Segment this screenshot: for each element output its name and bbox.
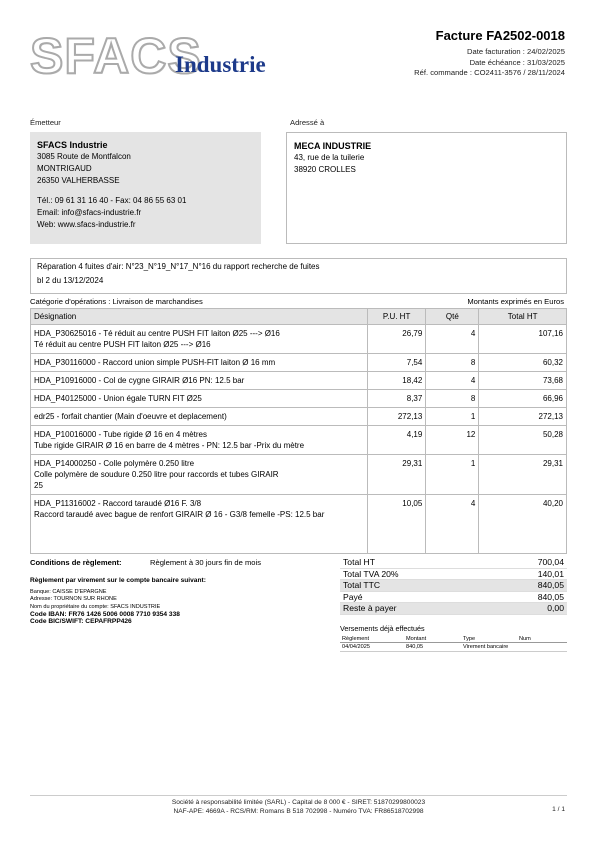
col-payment-date: Règlement	[340, 635, 404, 643]
item-unit-price: 26,79	[367, 325, 425, 354]
item-quantity: 8	[426, 390, 479, 408]
emitter-label: Émetteur	[30, 118, 61, 127]
col-unit-price: P.U. HT	[367, 309, 425, 325]
item-description-extra: 25	[34, 481, 43, 490]
footer-line: NAF-APE: 4669A - RCS/RM: Romans B 518 702998 - Numéro TVA: FR86518702998	[173, 808, 424, 815]
recipient-address-line: 43, rue de la tuilerie	[294, 153, 365, 162]
item-unit-price: 8,37	[367, 390, 425, 408]
emitter-address-line: 3085 Route de Montfalcon	[37, 152, 131, 161]
legal-footer	[30, 798, 567, 816]
currency-note: Montants exprimés en Euros	[467, 297, 564, 306]
payment-date: 04/04/2025	[340, 643, 404, 652]
emitter-block	[30, 132, 261, 244]
item-description: Té réduit au centre PUSH FIT laiton Ø25 ---> Ø16	[34, 340, 211, 349]
payments-table	[340, 635, 567, 652]
total-label: Total TTC	[340, 580, 489, 592]
table-row	[31, 390, 567, 408]
item-designation: HDA_P14000250 - Colle polymère 0.250 litre	[34, 459, 195, 468]
item-designation: HDA_P10016000 - Tube rigide Ø 16 en 4 mètres	[34, 430, 207, 439]
invoice-due-date: Date échéance : 31/03/2025	[469, 57, 565, 67]
emitter-name: SFACS Industrie	[37, 140, 108, 150]
conditions-value: Règlement à 30 jours fin de mois	[150, 558, 262, 567]
total-value: 700,04	[489, 557, 567, 568]
total-label: Reste à payer	[340, 603, 489, 615]
item-quantity: 4	[426, 372, 479, 390]
item-unit-price: 7,54	[367, 354, 425, 372]
item-designation: HDA_P10916000 - Col de cygne GIRAIR Ø16 PN: 12.5 bar	[34, 376, 245, 385]
invoice-date: Date facturation : 24/02/2025	[467, 47, 565, 56]
recipient-block	[286, 132, 567, 244]
item-total: 73,68	[479, 372, 567, 390]
col-quantity: Qté	[426, 309, 479, 325]
table-row	[31, 325, 567, 354]
totals-table	[340, 557, 567, 615]
item-quantity: 4	[426, 325, 479, 354]
bank-details	[30, 589, 180, 625]
item-quantity: 8	[426, 354, 479, 372]
invoice-title: Facture FA2502-0018	[435, 28, 565, 43]
total-row	[340, 557, 567, 568]
page-number: 1 / 1	[552, 806, 565, 813]
bank-transfer-title: Règlement par virement sur le compte bancaire suivant:	[30, 577, 206, 584]
table-row	[31, 354, 567, 372]
category-line	[30, 297, 567, 306]
emitter-email: Email: info@sfacs-industrie.fr	[37, 208, 142, 217]
item-description: Colle polymère de soudure 0.250 litre pour raccords et tubes GIRAIR	[34, 470, 279, 479]
item-unit-price: 10,05	[367, 495, 425, 554]
conditions-label: Conditions de règlement:	[30, 558, 122, 567]
total-row	[340, 568, 567, 580]
item-unit-price: 272,13	[367, 408, 425, 426]
item-description: Raccord taraudé avec bague de renfort GIRAIR Ø 16 - G3/8 femelle -PS: 12.5 bar	[34, 510, 325, 519]
item-unit-price: 29,31	[367, 455, 425, 495]
bank-owner: Nom du propriétaire du compte: SFACS INDUSTRIE	[30, 603, 161, 610]
payment-row	[340, 643, 567, 652]
recipient-label: Adressé à	[290, 118, 325, 127]
logo-suffix: Industrie	[175, 52, 266, 77]
item-total: 29,31	[479, 455, 567, 495]
col-payment-num: Num	[517, 635, 567, 643]
footer-line: Société à responsabilité limitée (SARL) - Capital de 8 000 € - SIRET: 51870299800023	[171, 799, 426, 806]
items-table	[30, 308, 567, 554]
col-total: Total HT	[479, 309, 567, 325]
invoice-order-ref: Réf. commande : CO2411-3576 / 28/11/2024	[414, 68, 565, 77]
total-value: 0,00	[489, 603, 567, 615]
item-description: Tube rigide GIRAIR Ø 16 en barre de 4 mètres - PN: 12.5 bar -Prix du mètre	[34, 441, 305, 450]
total-label: Payé	[340, 591, 489, 603]
bank-iban: Code IBAN: FR76 1426 5006 0008 7710 9354 338	[30, 610, 180, 618]
total-row	[340, 591, 567, 603]
total-value: 140,01	[489, 568, 567, 580]
item-designation: HDA_P11316002 - Raccord taraudé Ø16 F. 3/8	[34, 499, 202, 508]
item-quantity: 1	[426, 455, 479, 495]
col-payment-type: Type	[461, 635, 517, 643]
payments-header-row	[340, 635, 567, 643]
bank-address: Adresse: TOURNON SUR RHONE	[30, 596, 117, 603]
item-total: 40,20	[479, 495, 567, 554]
object-line: Réparation 4 fuites d'air: N°23_N°19_N°17_N°16 du rapport recherche de fuites	[37, 262, 320, 271]
item-designation: HDA_P40125000 - Union égale TURN FIT Ø25	[34, 394, 202, 403]
emitter-web: Web: www.sfacs-industrie.fr	[37, 220, 136, 229]
payment-amount: 840,05	[404, 643, 461, 652]
recipient-address-line: 38920 CROLLES	[294, 165, 356, 174]
object-line: bl 2 du 13/12/2024	[37, 276, 104, 285]
item-unit-price: 18,42	[367, 372, 425, 390]
total-row	[340, 580, 567, 592]
company-logo	[30, 30, 290, 86]
payment-num	[517, 643, 567, 652]
table-row	[31, 426, 567, 455]
table-row	[31, 372, 567, 390]
operation-category: Catégorie d'opérations : Livraison de marchandises	[30, 297, 203, 306]
item-total: 60,32	[479, 354, 567, 372]
bank-name: Banque: CAISSE D'EPARGNE	[30, 589, 107, 595]
payment-conditions	[30, 558, 330, 567]
total-value: 840,05	[489, 591, 567, 603]
invoice-object	[30, 258, 567, 294]
item-total: 50,28	[479, 426, 567, 455]
invoice-meta	[414, 47, 565, 79]
item-unit-price: 4,19	[367, 426, 425, 455]
emitter-phone: Tél.: 09 61 31 16 40 - Fax: 04 86 55 63 01	[37, 196, 187, 205]
col-payment-amount: Montant	[404, 635, 461, 643]
recipient-name: MECA INDUSTRIE	[294, 141, 372, 151]
logo-brand: SFACS	[30, 28, 202, 84]
item-total: 107,16	[479, 325, 567, 354]
item-quantity: 12	[426, 426, 479, 455]
item-quantity: 4	[426, 495, 479, 554]
footer-divider	[30, 795, 567, 796]
total-label: Total TVA 20%	[340, 568, 489, 580]
item-designation: HDA_P30625016 - Té réduit au centre PUSH FIT laiton Ø25 ---> Ø16	[34, 329, 280, 338]
item-quantity: 1	[426, 408, 479, 426]
item-total: 66,96	[479, 390, 567, 408]
payments-title: Versements déjà effectués	[340, 624, 425, 633]
emitter-address-line: 26350 VALHERBASSE	[37, 176, 120, 185]
total-label: Total HT	[340, 557, 489, 568]
total-row	[340, 603, 567, 615]
item-designation: edr25 - forfait chantier (Main d'oeuvre et deplacement)	[34, 412, 227, 421]
total-value: 840,05	[489, 580, 567, 592]
item-designation: HDA_P30116000 - Raccord union simple PUSH-FIT laiton Ø 16 mm	[34, 358, 276, 367]
table-row	[31, 455, 567, 495]
col-designation: Désignation	[31, 309, 368, 325]
payment-type: Virement bancaire	[461, 643, 517, 652]
table-header-row	[31, 309, 567, 325]
table-row	[31, 408, 567, 426]
item-total: 272,13	[479, 408, 567, 426]
table-row	[31, 495, 567, 554]
emitter-address-line: MONTRIGAUD	[37, 164, 92, 173]
bank-bic: Code BIC/SWIFT: CEPAFRPP426	[30, 618, 132, 626]
